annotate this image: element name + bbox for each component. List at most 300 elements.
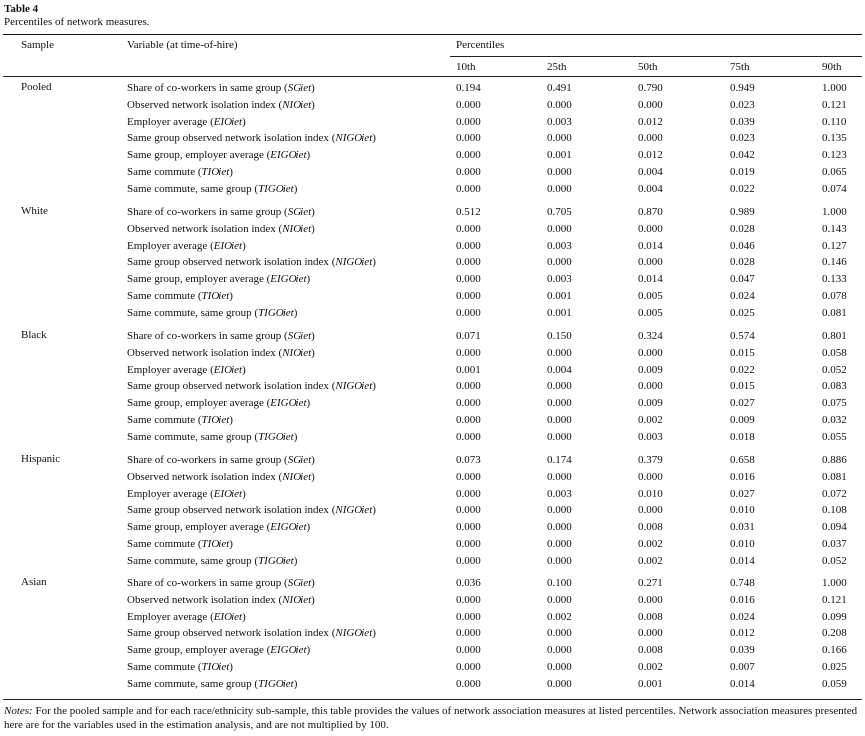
- table-row: [0, 115, 865, 132]
- cell-p25: 0.000: [547, 538, 572, 550]
- cell-p90: 0.127: [822, 239, 847, 252]
- cell-p75: 0.039: [730, 115, 755, 128]
- variable-name: Same commute (TIOiet): [127, 661, 233, 673]
- variable-name: Same commute, same group (TIGOiet): [127, 306, 298, 319]
- table-row: [0, 413, 865, 430]
- variable-name: Share of co-workers in same group (SGiet): [127, 206, 315, 218]
- cell-p75: 0.027: [730, 397, 755, 410]
- variable-subscript: iet: [231, 115, 243, 128]
- cell-p50: 0.271: [638, 577, 663, 589]
- variable-label: Share of co-workers in same group: [127, 330, 282, 342]
- cell-p10: 0.000: [456, 239, 481, 252]
- cell-p75: 0.015: [730, 380, 755, 393]
- cell-p25: 0.000: [547, 98, 572, 111]
- cell-p75: 0.658: [730, 454, 755, 466]
- table-row: [0, 205, 865, 222]
- cell-p90: 1.000: [822, 577, 847, 589]
- variable-symbol: NI: [335, 504, 347, 517]
- cell-p50: 0.002: [638, 538, 663, 550]
- cell-p90: 0.025: [822, 661, 847, 673]
- cell-p25: 0.001: [547, 149, 572, 162]
- variable-symbol: NI: [282, 470, 294, 483]
- group-label-black: Black: [21, 329, 47, 341]
- cell-p25: 0.174: [547, 454, 572, 466]
- variable-name: Same group, employer average (EIGOiet): [127, 397, 311, 410]
- variable-label: Share of co-workers in same group: [127, 206, 282, 218]
- variable-label: Employer average: [127, 610, 208, 623]
- table-row: [0, 255, 865, 272]
- cell-p25: 0.000: [547, 166, 572, 178]
- variable-subscript: iet: [231, 239, 243, 252]
- header-rule: [3, 76, 862, 77]
- cell-p50: 0.000: [638, 470, 663, 483]
- cell-p90: 0.108: [822, 504, 847, 517]
- variable-subscript: iet: [282, 554, 294, 567]
- cell-p75: 0.574: [730, 330, 755, 342]
- variable-subscript: iet: [361, 380, 373, 393]
- header-p90: 90th: [822, 61, 842, 73]
- cell-p50: 0.790: [638, 82, 663, 94]
- table-row: [0, 289, 865, 306]
- variable-label: Same commute, same group: [127, 554, 252, 567]
- variable-superscript: G: [293, 454, 302, 466]
- cell-p75: 0.024: [730, 290, 755, 302]
- variable-symbol: S: [287, 577, 294, 589]
- table-row: [0, 148, 865, 165]
- variable-superscript: O: [224, 115, 233, 128]
- variable-subscript: iet: [282, 182, 294, 195]
- bottom-rule: [3, 699, 862, 700]
- variable-name: Same group observed network isolation index (NIGOiet): [127, 380, 376, 393]
- variable-symbol: EI: [213, 239, 225, 252]
- cell-p10: 0.000: [456, 610, 481, 623]
- table-row: [0, 363, 865, 380]
- variable-superscript: GO: [346, 256, 363, 269]
- cell-p90: 0.166: [822, 644, 847, 657]
- cell-p10: 0.000: [456, 306, 481, 319]
- cell-p90: 0.110: [822, 115, 847, 128]
- variable-symbol: EI: [270, 397, 281, 410]
- variable-symbol: TI: [258, 554, 268, 567]
- cell-p25: 0.000: [547, 661, 572, 673]
- cell-p10: 0.000: [456, 504, 481, 517]
- variable-name: Same group, employer average (EIGOiet): [127, 149, 311, 162]
- variable-name: Share of co-workers in same group (SGiet): [127, 577, 315, 589]
- table-row: [0, 610, 865, 627]
- variable-superscript: O: [211, 661, 220, 673]
- cell-p25: 0.000: [547, 593, 572, 606]
- cell-p90: 0.143: [822, 222, 847, 235]
- variable-superscript: GO: [280, 397, 297, 410]
- cell-p50: 0.005: [638, 306, 663, 319]
- cell-p10: 0.000: [456, 593, 481, 606]
- variable-label: Employer average: [127, 487, 208, 500]
- cell-p10: 0.000: [456, 149, 481, 162]
- variable-name: Share of co-workers in same group (SGiet): [127, 82, 315, 94]
- cell-p90: 0.074: [822, 182, 847, 195]
- variable-symbol: S: [287, 330, 294, 342]
- variable-label: Same group observed network isolation index: [127, 132, 329, 145]
- cell-p50: 0.002: [638, 414, 663, 426]
- variable-symbol: S: [287, 206, 294, 218]
- variable-label: Same group observed network isolation index: [127, 380, 329, 393]
- cell-p10: 0.000: [456, 414, 481, 426]
- variable-superscript: GO: [280, 644, 297, 657]
- table-row: [0, 346, 865, 363]
- variable-subscript: iet: [361, 627, 373, 640]
- cell-p10: 0.000: [456, 346, 481, 359]
- group-label-white: White: [21, 205, 48, 217]
- cell-p90: 0.052: [822, 554, 847, 567]
- table-row: [0, 379, 865, 396]
- cell-p90: 0.099: [822, 610, 847, 623]
- variable-subscript: iet: [300, 222, 312, 235]
- header-variable: Variable (at time-of-hire): [127, 39, 238, 51]
- cell-p10: 0.071: [456, 330, 481, 342]
- variable-superscript: G: [293, 577, 302, 589]
- cell-p10: 0.000: [456, 487, 481, 500]
- variable-name: Same commute, same group (TIGOiet): [127, 182, 298, 195]
- table-row: [0, 660, 865, 677]
- cell-p75: 0.028: [730, 256, 755, 269]
- cell-p50: 0.000: [638, 504, 663, 517]
- variable-subscript: iet: [295, 149, 307, 162]
- cell-p75: 0.024: [730, 610, 755, 623]
- cell-p25: 0.491: [547, 82, 572, 94]
- variable-symbol: NI: [282, 346, 294, 359]
- cell-p50: 0.009: [638, 363, 663, 376]
- cell-p10: 0.000: [456, 166, 481, 178]
- cell-p25: 0.000: [547, 397, 572, 410]
- variable-label: Same group, employer average: [127, 644, 264, 657]
- cell-p90: 0.058: [822, 346, 847, 359]
- variable-superscript: GO: [280, 273, 297, 286]
- cell-p25: 0.000: [547, 521, 572, 534]
- table-row: [0, 643, 865, 660]
- cell-p50: 0.002: [638, 554, 663, 567]
- table-row: [0, 503, 865, 520]
- variable-superscript: O: [224, 610, 233, 623]
- notes-label: Notes:: [4, 705, 33, 717]
- table-row: [0, 470, 865, 487]
- variable-symbol: TI: [258, 182, 268, 195]
- variable-subscript: iet: [295, 397, 307, 410]
- group-label-hispanic: Hispanic: [21, 453, 61, 465]
- variable-superscript: GO: [346, 132, 363, 145]
- variable-superscript: G: [293, 330, 302, 342]
- table-row: [0, 593, 865, 610]
- cell-p50: 0.014: [638, 273, 663, 286]
- variable-label: Same commute, same group: [127, 182, 252, 195]
- cell-p25: 0.000: [547, 414, 572, 426]
- cell-p10: 0.000: [456, 132, 481, 145]
- cell-p50: 0.008: [638, 610, 663, 623]
- cell-p10: 0.073: [456, 454, 481, 466]
- variable-superscript: O: [211, 290, 220, 302]
- variable-label: Observed network isolation index: [127, 222, 276, 235]
- variable-name: Same group observed network isolation index (NIGOiet): [127, 256, 376, 269]
- cell-p25: 0.003: [547, 239, 572, 252]
- variable-superscript: GO: [346, 380, 363, 393]
- variable-label: Same commute, same group: [127, 430, 252, 443]
- variable-superscript: O: [293, 593, 302, 606]
- table-row: [0, 537, 865, 554]
- variable-subscript: iet: [295, 273, 307, 286]
- variable-symbol: TI: [201, 661, 212, 673]
- cell-p90: 0.121: [822, 98, 847, 111]
- variable-subscript: iet: [282, 430, 294, 443]
- table-title: Table 4: [4, 3, 39, 15]
- variable-name: Employer average (EIOiet): [127, 239, 246, 252]
- variable-name: Share of co-workers in same group (SGiet): [127, 330, 315, 342]
- variable-subscript: iet: [295, 521, 307, 534]
- table-row: [0, 306, 865, 323]
- cell-p25: 0.004: [547, 363, 572, 376]
- cell-p75: 0.023: [730, 98, 755, 111]
- variable-superscript: GO: [346, 504, 363, 517]
- cell-p75: 0.042: [730, 149, 755, 162]
- variable-name: Observed network isolation index (NIOiet): [127, 593, 315, 606]
- variable-superscript: G: [293, 206, 302, 218]
- variable-symbol: TI: [201, 538, 212, 550]
- cell-p50: 0.014: [638, 239, 663, 252]
- variable-symbol: TI: [201, 290, 212, 302]
- cell-p50: 0.012: [638, 149, 663, 162]
- cell-p25: 0.000: [547, 554, 572, 567]
- cell-p25: 0.003: [547, 273, 572, 286]
- variable-symbol: EI: [213, 115, 225, 128]
- header-p25: 25th: [547, 61, 567, 73]
- table-row: [0, 329, 865, 346]
- variable-subscript: iet: [300, 82, 312, 94]
- cell-p75: 0.019: [730, 166, 755, 178]
- variable-subscript: iet: [300, 470, 312, 483]
- cell-p25: 0.000: [547, 504, 572, 517]
- variable-label: Same group, employer average: [127, 521, 264, 534]
- cell-p90: 0.065: [822, 166, 847, 178]
- variable-name: Observed network isolation index (NIOiet): [127, 470, 315, 483]
- variable-name: Same commute (TIOiet): [127, 538, 233, 550]
- cell-p50: 0.000: [638, 593, 663, 606]
- cell-p25: 0.003: [547, 487, 572, 500]
- cell-p10: 0.512: [456, 206, 481, 218]
- cell-p90: 0.075: [822, 397, 847, 410]
- cell-p90: 0.032: [822, 414, 847, 426]
- variable-superscript: O: [224, 239, 233, 252]
- variable-name: Same group, employer average (EIGOiet): [127, 644, 311, 657]
- cell-p90: 0.037: [822, 538, 847, 550]
- variable-label: Same commute: [127, 290, 196, 302]
- variable-name: Employer average (EIOiet): [127, 487, 246, 500]
- cell-p50: 0.002: [638, 661, 663, 673]
- cell-p10: 0.000: [456, 273, 481, 286]
- variable-subscript: iet: [300, 577, 312, 589]
- cell-p10: 0.000: [456, 290, 481, 302]
- table-row: [0, 239, 865, 256]
- variable-label: Same commute: [127, 414, 196, 426]
- cell-p25: 0.000: [547, 182, 572, 195]
- variable-label: Same commute, same group: [127, 677, 252, 690]
- variable-symbol: EI: [213, 363, 225, 376]
- cell-p90: 0.208: [822, 627, 847, 640]
- cell-p10: 0.001: [456, 363, 481, 376]
- cell-p10: 0.036: [456, 577, 481, 589]
- table-row: [0, 131, 865, 148]
- cell-p10: 0.000: [456, 677, 481, 690]
- cell-p90: 0.094: [822, 521, 847, 534]
- cell-p75: 0.010: [730, 504, 755, 517]
- cell-p90: 0.135: [822, 132, 847, 145]
- cell-p75: 0.014: [730, 677, 755, 690]
- cell-p75: 0.015: [730, 346, 755, 359]
- cell-p25: 0.001: [547, 290, 572, 302]
- variable-name: Observed network isolation index (NIOiet): [127, 222, 315, 235]
- cell-p10: 0.000: [456, 430, 481, 443]
- cell-p50: 0.008: [638, 644, 663, 657]
- variable-symbol: EI: [270, 273, 281, 286]
- table-row: [0, 272, 865, 289]
- variable-label: Observed network isolation index: [127, 593, 276, 606]
- cell-p50: 0.379: [638, 454, 663, 466]
- table-row: [0, 576, 865, 593]
- variable-label: Same group observed network isolation index: [127, 256, 329, 269]
- table-row: [0, 453, 865, 470]
- cell-p75: 0.016: [730, 470, 755, 483]
- cell-p90: 0.055: [822, 430, 847, 443]
- variable-superscript: O: [224, 363, 233, 376]
- table-row: [0, 520, 865, 537]
- variable-label: Same commute, same group: [127, 306, 252, 319]
- cell-p75: 0.012: [730, 627, 755, 640]
- cell-p90: 0.801: [822, 330, 847, 342]
- variable-name: Same commute (TIOiet): [127, 414, 233, 426]
- cell-p50: 0.008: [638, 521, 663, 534]
- variable-superscript: GO: [267, 182, 284, 195]
- variable-name: Same commute, same group (TIGOiet): [127, 554, 298, 567]
- variable-subscript: iet: [231, 610, 243, 623]
- variable-subscript: iet: [300, 98, 312, 111]
- variable-name: Same commute (TIOiet): [127, 166, 233, 178]
- variable-symbol: EI: [270, 521, 281, 534]
- cell-p90: 0.083: [822, 380, 847, 393]
- cell-p50: 0.000: [638, 627, 663, 640]
- cell-p50: 0.000: [638, 346, 663, 359]
- cell-p10: 0.000: [456, 397, 481, 410]
- header-p50: 50th: [638, 61, 658, 73]
- cell-p90: 0.133: [822, 273, 847, 286]
- header-percentiles: Percentiles: [456, 39, 505, 51]
- variable-superscript: GO: [280, 521, 297, 534]
- variable-label: Same group, employer average: [127, 149, 264, 162]
- cell-p75: 0.014: [730, 554, 755, 567]
- cell-p75: 0.039: [730, 644, 755, 657]
- cell-p75: 0.022: [730, 363, 755, 376]
- variable-superscript: O: [293, 222, 302, 235]
- cell-p50: 0.324: [638, 330, 663, 342]
- cell-p50: 0.000: [638, 98, 663, 111]
- cell-p50: 0.005: [638, 290, 663, 302]
- variable-name: Employer average (EIOiet): [127, 610, 246, 623]
- variable-superscript: O: [211, 538, 220, 550]
- variable-label: Observed network isolation index: [127, 470, 276, 483]
- table-row: [0, 98, 865, 115]
- variable-symbol: NI: [282, 222, 294, 235]
- variable-name: Employer average (EIOiet): [127, 115, 246, 128]
- variable-symbol: EI: [213, 487, 225, 500]
- variable-symbol: NI: [335, 627, 347, 640]
- variable-label: Share of co-workers in same group: [127, 82, 282, 94]
- group-label-asian: Asian: [21, 576, 47, 588]
- header-sample: Sample: [21, 39, 54, 51]
- variable-symbol: TI: [258, 430, 268, 443]
- variable-label: Same group observed network isolation index: [127, 504, 329, 517]
- variable-symbol: S: [287, 82, 294, 94]
- table-row: [0, 430, 865, 447]
- cell-p25: 0.000: [547, 677, 572, 690]
- variable-label: Same group observed network isolation index: [127, 627, 329, 640]
- variable-superscript: GO: [267, 554, 284, 567]
- variable-name: Same group, employer average (EIGOiet): [127, 273, 311, 286]
- variable-subscript: iet: [218, 538, 230, 550]
- variable-name: Observed network isolation index (NIOiet): [127, 98, 315, 111]
- cell-p50: 0.004: [638, 182, 663, 195]
- cell-p90: 0.078: [822, 290, 847, 302]
- cell-p75: 0.748: [730, 577, 755, 589]
- cell-p25: 0.003: [547, 115, 572, 128]
- cell-p90: 0.146: [822, 256, 847, 269]
- variable-superscript: O: [293, 98, 302, 111]
- variable-label: Same group, employer average: [127, 273, 264, 286]
- table-row: [0, 626, 865, 643]
- cell-p50: 0.000: [638, 380, 663, 393]
- variable-name: Same commute (TIOiet): [127, 290, 233, 302]
- variable-symbol: TI: [201, 414, 212, 426]
- cell-p10: 0.000: [456, 644, 481, 657]
- variable-name: Same group observed network isolation index (NIGOiet): [127, 627, 376, 640]
- cell-p75: 0.018: [730, 430, 755, 443]
- table-row: [0, 396, 865, 413]
- cell-p90: 0.052: [822, 363, 847, 376]
- cell-p75: 0.016: [730, 593, 755, 606]
- variable-label: Observed network isolation index: [127, 346, 276, 359]
- variable-symbol: S: [287, 454, 294, 466]
- cell-p90: 0.072: [822, 487, 847, 500]
- table-row: [0, 165, 865, 182]
- cell-p90: 0.123: [822, 149, 847, 162]
- cell-p25: 0.000: [547, 430, 572, 443]
- variable-symbol: EI: [270, 644, 281, 657]
- variable-label: Same commute: [127, 538, 196, 550]
- cell-p75: 0.023: [730, 132, 755, 145]
- cell-p75: 0.031: [730, 521, 755, 534]
- cell-p75: 0.028: [730, 222, 755, 235]
- variable-subscript: iet: [218, 166, 230, 178]
- cell-p25: 0.100: [547, 577, 572, 589]
- variable-subscript: iet: [295, 644, 307, 657]
- cell-p25: 0.000: [547, 380, 572, 393]
- cell-p10: 0.000: [456, 538, 481, 550]
- cell-p10: 0.000: [456, 521, 481, 534]
- cell-p25: 0.002: [547, 610, 572, 623]
- cell-p10: 0.000: [456, 222, 481, 235]
- cell-p90: 1.000: [822, 82, 847, 94]
- cell-p10: 0.000: [456, 380, 481, 393]
- table-subtitle: Percentiles of network measures.: [4, 16, 150, 28]
- cell-p50: 0.000: [638, 256, 663, 269]
- cell-p75: 0.007: [730, 661, 755, 673]
- cell-p90: 0.081: [822, 306, 847, 319]
- variable-superscript: GO: [346, 627, 363, 640]
